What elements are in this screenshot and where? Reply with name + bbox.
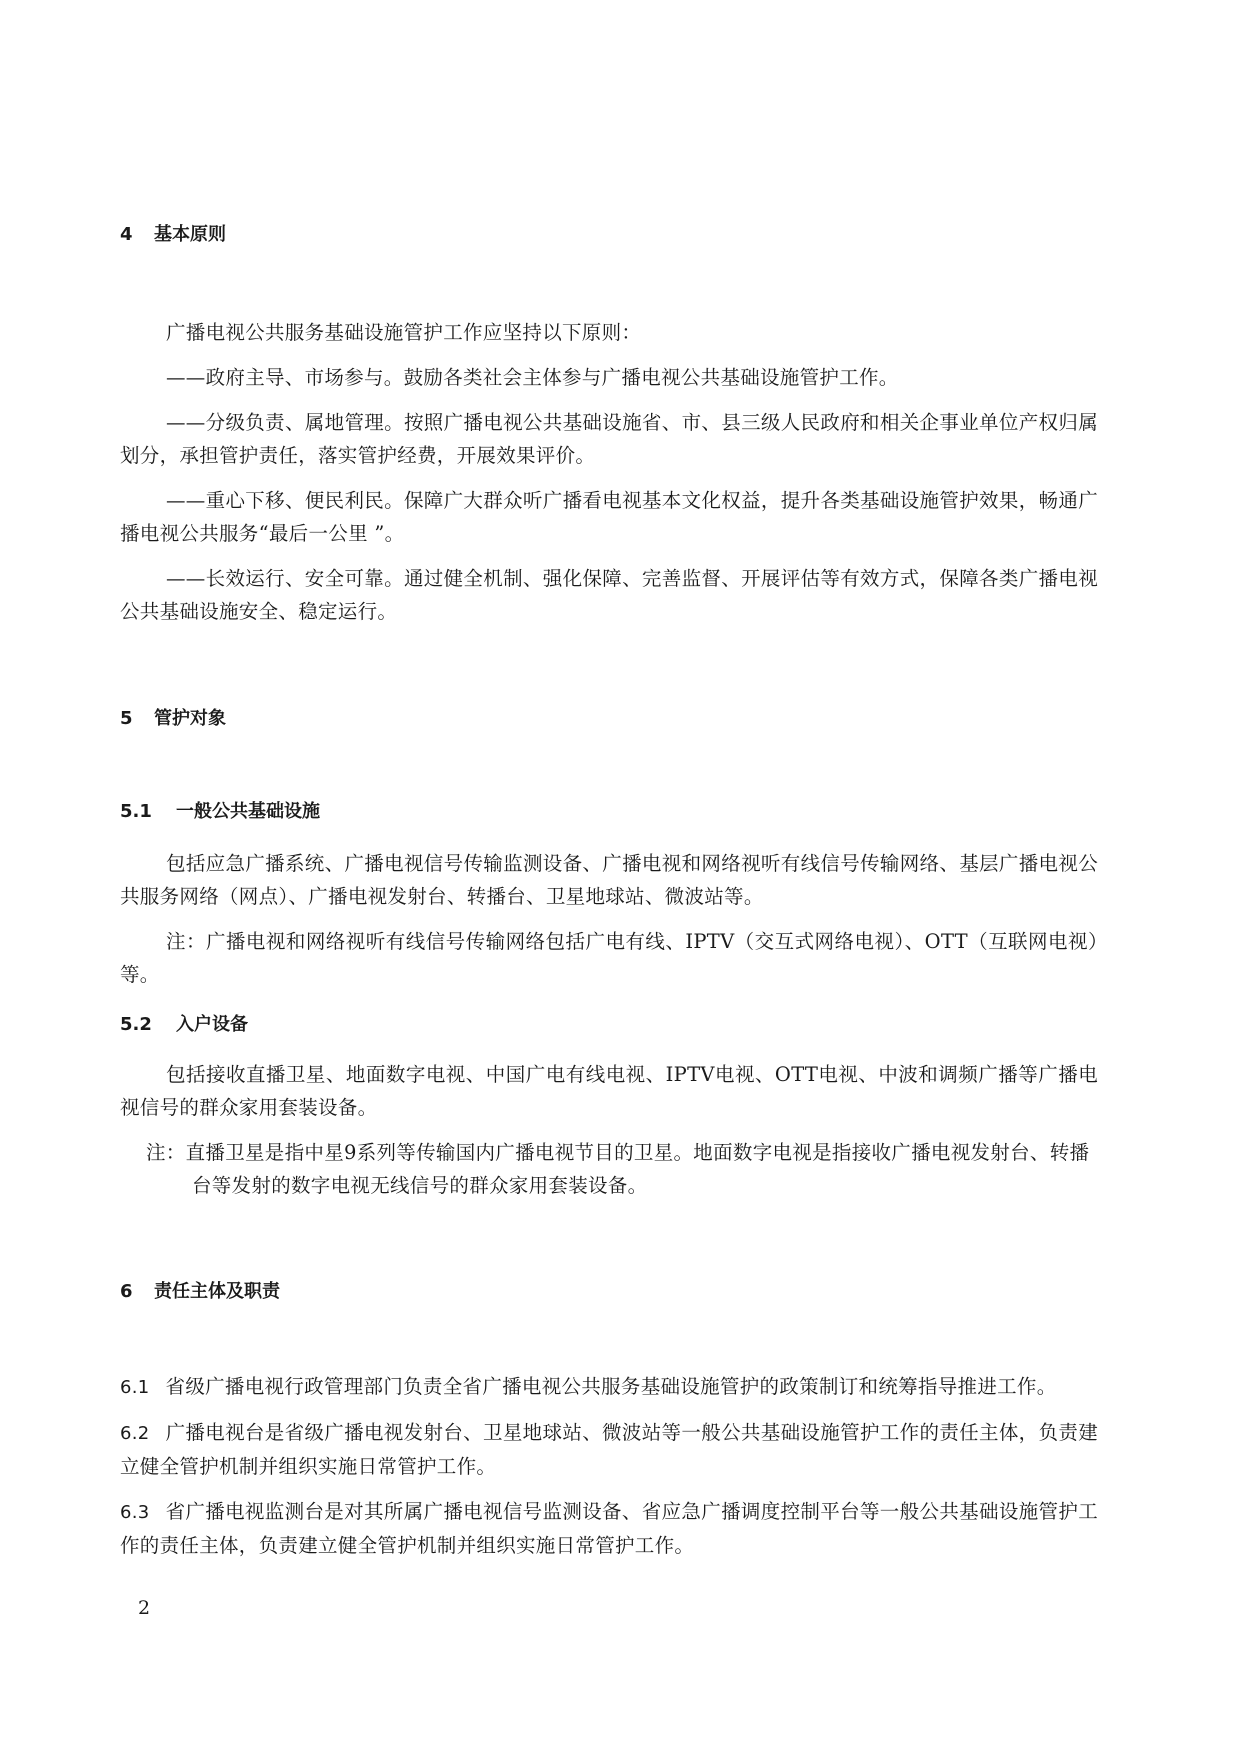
section-5-1-heading xyxy=(120,800,1098,824)
clause-6-1-number: 6.1 xyxy=(120,1377,150,1398)
principle-3: ——重心下移、便民利民。保障广大群众听广播看电视基本文化权益，提升各类基础设施管护效果，畅通广播电视公共服务“最后一公里 ”。 xyxy=(120,489,1098,545)
section-4-title: 基本原则 xyxy=(154,224,226,245)
section-5-title: 管护对象 xyxy=(154,708,226,729)
section-6-heading xyxy=(120,1280,1098,1304)
clause-6-3 xyxy=(120,1495,1098,1562)
principle-1: ——政府主导、市场参与。鼓励各类社会主体参与广播电视公共基础设施管护工作。 xyxy=(166,366,899,389)
section-6-title: 责任主体及职责 xyxy=(154,1281,280,1302)
section-5-2-heading xyxy=(120,1013,1098,1037)
section-4-heading xyxy=(120,223,1098,247)
clause-6-2-text: 广播电视台是省级广播电视发射台、卫星地球站、微波站等一般公共基础设施管护工作的责任主体，负责建立健全管护机制并组织实施日常管护工作。 xyxy=(120,1421,1098,1478)
section-5-number: 5 xyxy=(120,708,133,729)
section-6-body xyxy=(120,1370,1098,1562)
clause-6-2 xyxy=(120,1416,1098,1483)
clause-6-2-number: 6.2 xyxy=(120,1423,150,1444)
section-5-2-title: 入户设备 xyxy=(176,1014,248,1035)
clause-6-1-text: 省级广播电视行政管理部门负责全省广播电视公共服务基础设施管护的政策制订和统筹指导推进工作。 xyxy=(165,1375,1057,1398)
principle-2: ——分级负责、属地管理。按照广播电视公共基础设施省、市、县三级人民政府和相关企事业单位产权归属划分，承担管护责任，落实管护经费，开展效果评价。 xyxy=(120,411,1098,467)
section-4-intro: 广播电视公共服务基础设施管护工作应坚持以下原则： xyxy=(166,321,642,344)
section-5-1-number: 5.1 xyxy=(120,801,152,822)
section-5-2-body xyxy=(120,1058,1098,1202)
page-number: 2 xyxy=(138,1597,151,1619)
section-5-1-body xyxy=(120,847,1098,991)
section-5-2-note: 注：直播卫星是指中星9系列等传输国内广播电视节目的卫星。地面数字电视是指接收广播电视发射台、转播台等发射的数字电视无线信号的群众家用套装设备。 xyxy=(146,1141,1090,1197)
clause-6-1 xyxy=(120,1370,1098,1404)
section-5-1-title: 一般公共基础设施 xyxy=(176,801,320,822)
clause-6-3-number: 6.3 xyxy=(120,1502,150,1523)
section-5-1-paragraph: 包括应急广播系统、广播电视信号传输监测设备、广播电视和网络视听有线信号传输网络、基层广播电视公共服务网络（网点）、广播电视发射台、转播台、卫星地球站、微波站等。 xyxy=(120,852,1098,908)
section-5-1-note: 注：广播电视和网络视听有线信号传输网络包括广电有线、IPTV（交互式网络电视）、OTT（互联网电视）等。 xyxy=(120,930,1098,986)
section-6-number: 6 xyxy=(120,1281,133,1302)
section-4-number: 4 xyxy=(120,224,133,245)
section-5-heading xyxy=(120,707,1098,731)
principle-4: ——长效运行、安全可靠。通过健全机制、强化保障、完善监督、开展评估等有效方式，保障各类广播电视公共基础设施安全、稳定运行。 xyxy=(120,567,1098,623)
section-5-2-number: 5.2 xyxy=(120,1014,152,1035)
clause-6-3-text: 省广播电视监测台是对其所属广播电视信号监测设备、省应急广播调度控制平台等一般公共基础设施管护工作的责任主体，负责建立健全管护机制并组织实施日常管护工作。 xyxy=(120,1500,1098,1557)
section-5-2-paragraph: 包括接收直播卫星、地面数字电视、中国广电有线电视、IPTV电视、OTT电视、中波和调频广播等广播电视信号的群众家用套装设备。 xyxy=(120,1063,1098,1119)
section-4-body xyxy=(120,316,1098,628)
